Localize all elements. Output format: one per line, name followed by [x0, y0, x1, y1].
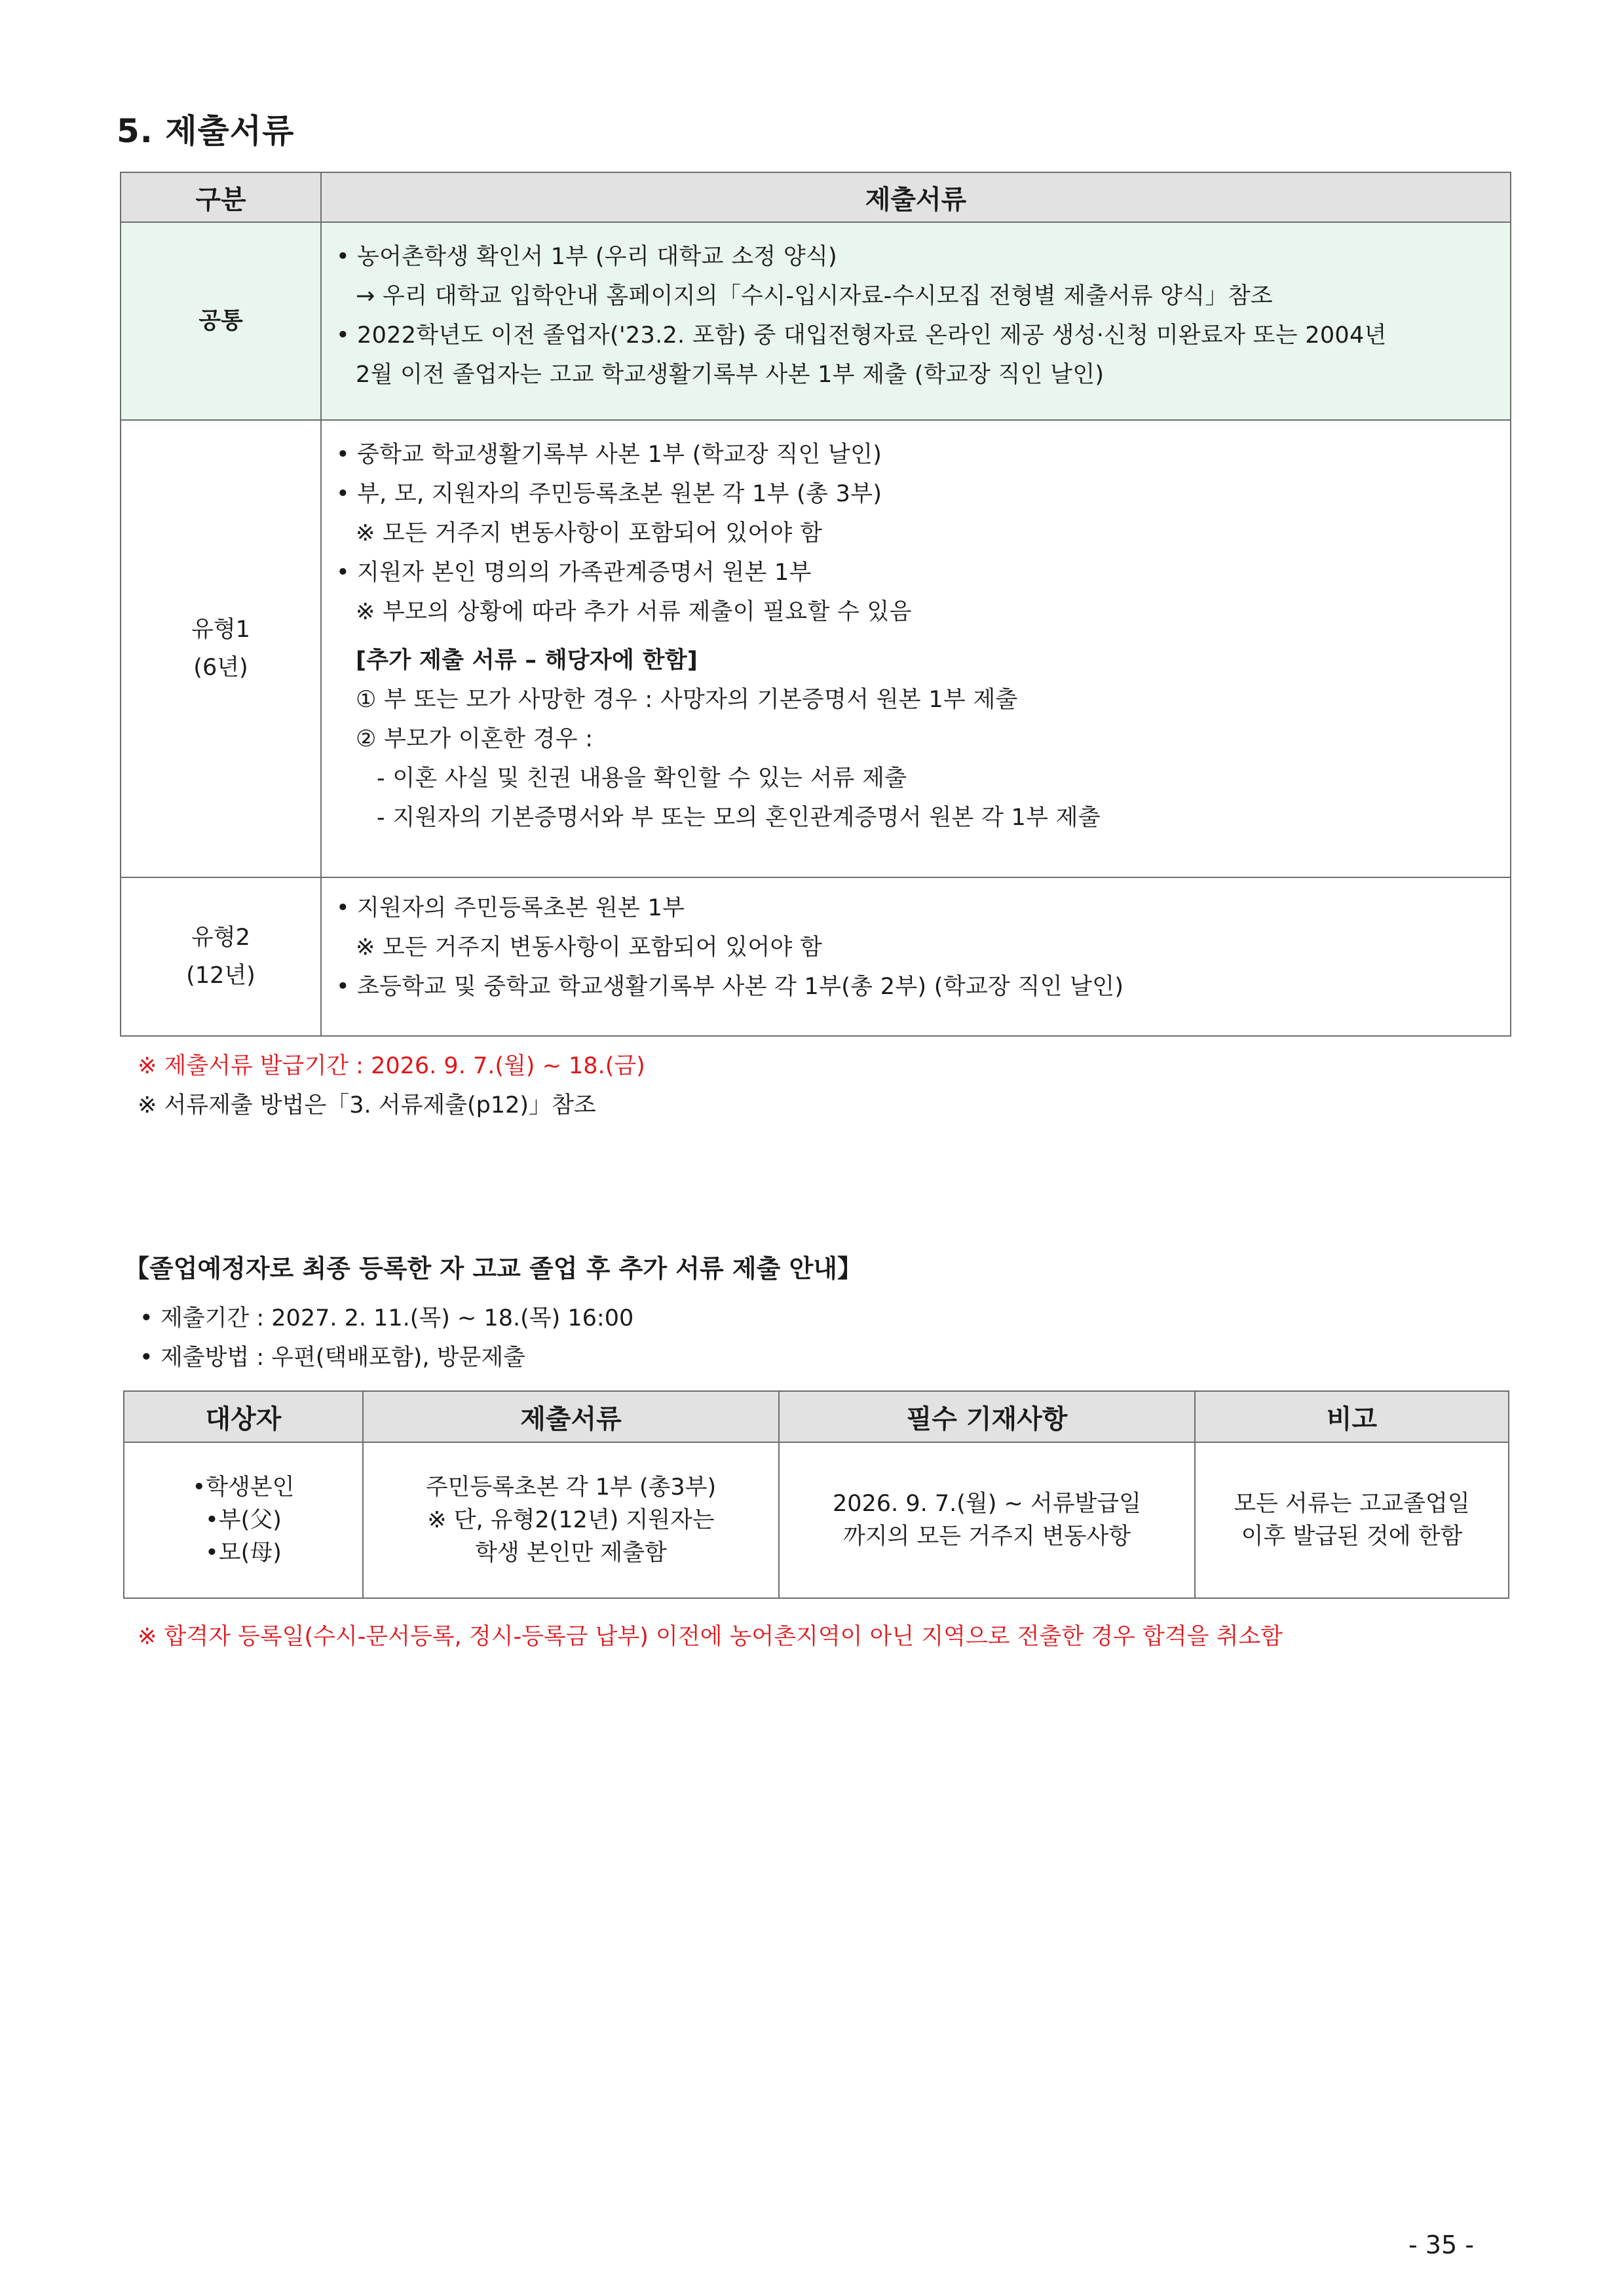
- list-item: [추가 제출 서류 – 해당자에 한함]: [356, 647, 698, 674]
- list-item: ① 부 또는 모가 사망한 경우 : 사망자의 기본증명서 원본 1부 제출: [356, 687, 1018, 713]
- list-item: • 지원자 본인 명의의 가족관계증명서 원본 1부: [336, 553, 1496, 592]
- list-item: ※ 부모의 상황에 따라 추가 서류 제출이 필요할 수 있음: [356, 599, 912, 625]
- content-common: [321, 222, 1511, 420]
- documents-line: ※ 단, 유형2(12년) 지원자는: [427, 1507, 715, 1533]
- documents-line: 주민등록초본 각 1부 (총3부): [425, 1474, 717, 1501]
- required-line: 2026. 9. 7.(월) ~ 서류발급일: [833, 1491, 1141, 1517]
- header-documents: 제출서류: [321, 172, 1511, 222]
- cell-targets: [124, 1442, 363, 1598]
- page-number: - 35 -: [1408, 2230, 1474, 2259]
- cell-documents: [363, 1442, 779, 1598]
- type1-years: (6년): [193, 655, 248, 681]
- label-type1: [121, 420, 321, 877]
- type2-name: 유형2: [191, 925, 250, 951]
- list-item: • 농어촌학생 확인서 1부 (우리 대학교 소정 양식): [336, 237, 1496, 277]
- label-common: 공통: [121, 222, 321, 420]
- graduation-notice-title: 【졸업예정자로 최종 등록한 자 고교 졸업 후 추가 서류 제출 안내】: [124, 1254, 862, 1283]
- list-item: • 중학교 학교생활기록부 사본 1부 (학교장 직인 날인): [336, 435, 1496, 474]
- cancellation-footnote: ※ 합격자 등록일(수시-문서등록, 정시-등록금 납부) 이전에 농어촌지역이 아닌 지역으로 전출한 경우 합격을 취소함: [138, 1624, 1283, 1650]
- remarks-line: 이후 발급된 것에 한함: [1241, 1523, 1463, 1550]
- row-type1: [121, 420, 1511, 877]
- row-type2: [121, 877, 1511, 1036]
- type2-years: (12년): [186, 963, 255, 989]
- target-father: •부(父): [205, 1507, 282, 1533]
- submission-method: • 제출방법 : 우편(택배포함), 방문제출: [140, 1339, 525, 1377]
- list-item: - 지원자의 기본증명서와 부 또는 모의 혼인관계증명서 원본 각 1부 제출: [377, 805, 1101, 831]
- table-header-row: [124, 1391, 1509, 1442]
- list-item: ② 부모가 이혼한 경우 :: [356, 726, 594, 752]
- cell-required: [779, 1442, 1195, 1598]
- header-target: 대상자: [124, 1391, 363, 1442]
- remarks-line: 모든 서류는 고교졸업일: [1234, 1491, 1470, 1517]
- row-common: [121, 222, 1511, 420]
- list-item: ※ 모든 거주지 변동사항이 포함되어 있어야 함: [356, 520, 823, 546]
- list-item: 2월 이전 졸업자는 고교 학교생활기록부 사본 1부 제출 (학교장 직인 날인): [356, 362, 1105, 388]
- content-type1: [321, 420, 1511, 877]
- type1-name: 유형1: [191, 617, 250, 643]
- submission-period: • 제출기간 : 2027. 2. 11.(목) ~ 18.(목) 16:00: [140, 1299, 633, 1337]
- header-category: 구분: [121, 172, 321, 222]
- list-item: → 우리 대학교 입학안내 홈페이지의「수시-입시자료-수시모집 전형별 제출서류 양식」참조: [356, 283, 1273, 309]
- section-title: 5. 제출서류: [117, 112, 295, 150]
- header-required: 필수 기재사항: [779, 1391, 1195, 1442]
- list-item: • 2022학년도 이전 졸업자('23.2. 포함) 중 대입전형자료 온라인 제공 생성·신청 미완료자 또는 2004년: [336, 316, 1496, 355]
- graduation-documents-table: [123, 1390, 1509, 1599]
- list-item: ※ 모든 거주지 변동사항이 포함되어 있어야 함: [356, 934, 823, 961]
- list-item: • 초등학교 및 중학교 학교생활기록부 사본 각 1부(총 2부) (학교장 직인 날인): [336, 967, 1496, 1006]
- list-item: • 지원자의 주민등록초본 원본 1부: [336, 889, 1496, 928]
- documents-line: 학생 본인만 제출함: [475, 1540, 667, 1566]
- content-type2: [321, 877, 1511, 1036]
- header-documents: 제출서류: [363, 1391, 779, 1442]
- table-row: [124, 1442, 1509, 1598]
- list-item: • 부, 모, 지원자의 주민등록초본 원본 각 1부 (총 3부): [336, 474, 1496, 514]
- target-student: •학생본인: [192, 1474, 295, 1501]
- table-header-row: [121, 172, 1511, 222]
- cell-remarks: [1195, 1442, 1509, 1598]
- documents-table: [120, 172, 1511, 1037]
- header-remarks: 비고: [1195, 1391, 1509, 1442]
- label-type2: [121, 877, 321, 1036]
- target-mother: •모(母): [205, 1540, 282, 1566]
- required-line: 까지의 모든 거주지 변동사항: [842, 1523, 1131, 1550]
- list-item: - 이혼 사실 및 친권 내용을 확인할 수 있는 서류 제출: [377, 765, 907, 792]
- issue-period-note: ※ 제출서류 발급기간 : 2026. 9. 7.(월) ~ 18.(금): [138, 1053, 645, 1079]
- method-reference-note: ※ 서류제출 방법은「3. 서류제출(p12)」참조: [138, 1092, 596, 1119]
